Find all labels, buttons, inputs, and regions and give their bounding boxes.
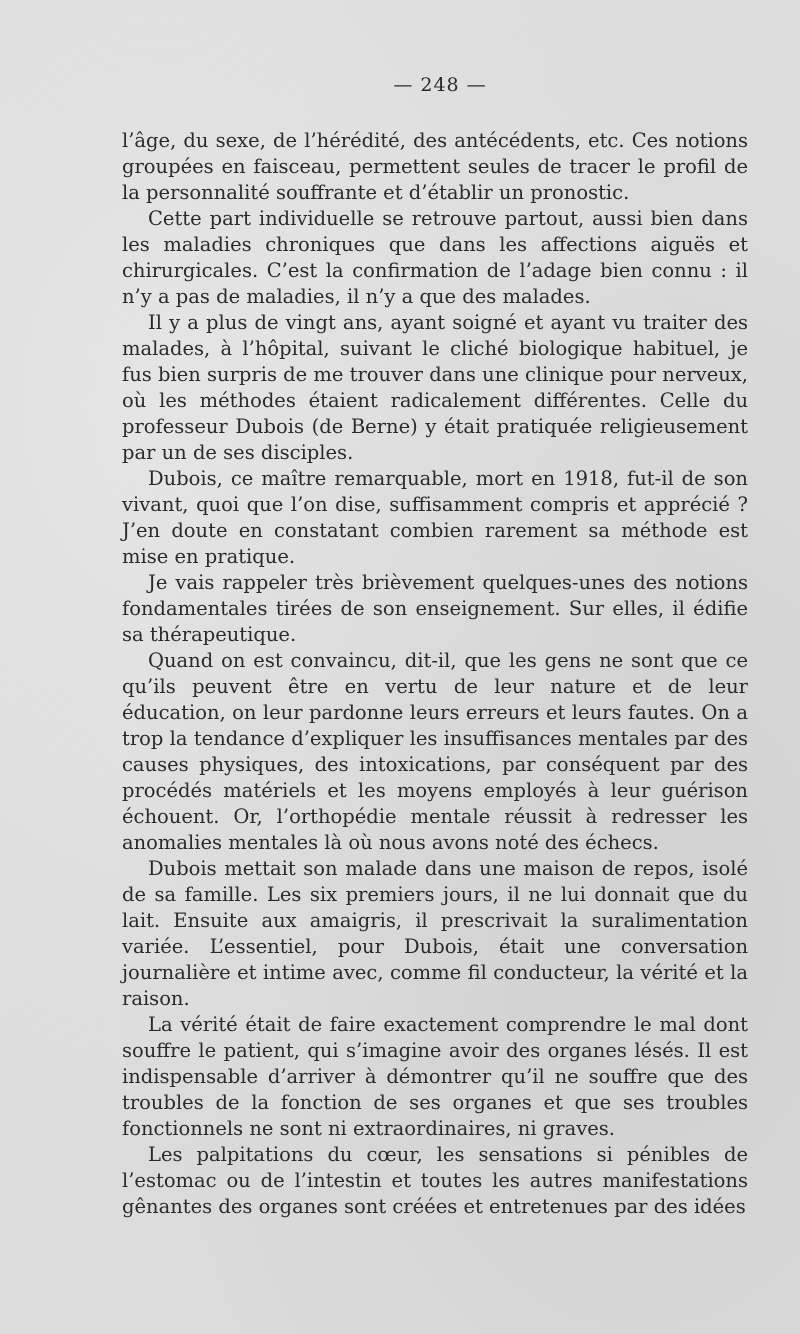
paragraph-4: Dubois, ce maître remarquable, mort en 1918, fut-il de son vivant, quoi que l’on dise, suffisamment compris et apprécié ? J’en doute en constatant combien rarement sa méthode est mise en pratique.	[122, 467, 748, 568]
paragraph-2: Cette part individuelle se retrouve partout, aussi bien dans les maladies chroniques que dans les affections aiguës et chirurgicales. C’est la confirmation de l’adage bien connu : il n’y a pas de maladies, il n’y a que des malades.	[122, 207, 748, 308]
paragraph-9: Les palpitations du cœur, les sensations si pénibles de l’estomac ou de l’intestin et toutes les autres manifestations gênantes des organes sont créées et entretenues par des idées	[122, 1143, 748, 1218]
page-number: — 248 —	[393, 74, 487, 96]
paragraph-6: Quand on est convaincu, dit-il, que les gens ne sont que ce qu’ils peuvent être en vertu de leur nature et de leur éducation, on leur pardonne leurs erreurs et leurs fautes. On a trop la tendance d’expliquer les insuffisances mentales par des causes physiques, des intoxications, par conséquent par des procédés matériels et les moyens employés à leur guérison échouent. Or, l’orthopédie mentale réussit à redresser les anomalies mentales là où nous avons noté des échecs.	[122, 649, 748, 854]
paragraph-1: l’âge, du sexe, de l’hérédité, des antécédents, etc. Ces notions groupées en faisceau, permettent seules de tracer le profil de la personnalité souffrante et d’établir un pronostic.	[122, 129, 748, 204]
paragraph-5: Je vais rappeler très brièvement quelques-unes des notions fondamentales tirées de son enseignement. Sur elles, il édifie sa thérapeutique.	[122, 571, 748, 646]
paragraph-7: Dubois mettait son malade dans une maison de repos, isolé de sa famille. Les six premiers jours, il ne lui donnait que du lait. Ensuite aux amaigris, il prescrivait la suralimentation variée. L’essentiel, pour Dubois, était une conversation journalière et intime avec, comme fil conducteur, la vérité et la raison.	[122, 857, 748, 1010]
paragraph-3: Il y a plus de vingt ans, ayant soigné et ayant vu traiter des malades, à l’hôpital, suivant le cliché biologique habituel, je fus bien surpris de me trouver dans une clinique pour nerveux, où les méthodes étaient radicalement différentes. Celle du professeur Dubois (de Berne) y était pratiquée religieusement par un de ses disciples.	[122, 311, 748, 464]
paragraph-8: La vérité était de faire exactement comprendre le mal dont souffre le patient, qui s’imagine avoir des organes lésés. Il est indispensable d’arriver à démontrer qu’il ne souffre que des troubles de la fonction de ses organes et que ses troubles fonctionnels ne sont ni extraordinaires, ni graves.	[122, 1013, 748, 1140]
body-text	[122, 128, 748, 1220]
